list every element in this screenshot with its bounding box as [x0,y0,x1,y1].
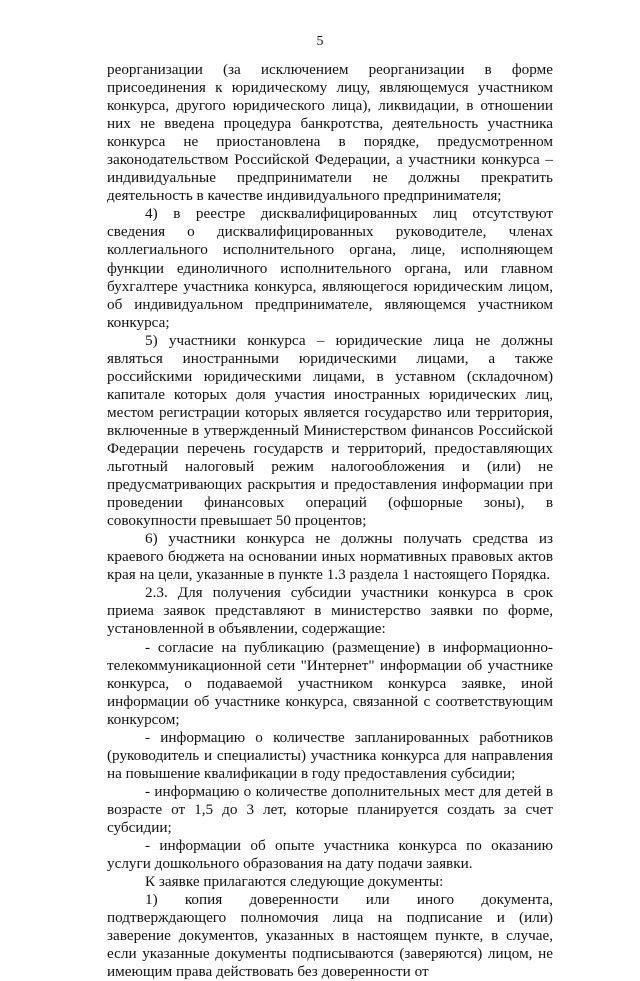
paragraph: 6) участники конкурса не должны получать средства из краевого бюджета на основании иных нормативных правовых актов края на цели, указанные в пункте 1.3 раздела 1 настоящего Порядка. [107,530,553,584]
page-number: 5 [316,34,324,49]
paragraph: - информации об опыте участника конкурса по оказанию услуги дошкольного образования на дату подачи заявки. [107,837,553,873]
paragraph: 1) копия доверенности или иного документа, подтверждающего полномочия лица на подписание и (или) заверение документов, указанных в настоящем пункте, в случае, если указанные документы подписываются (заверяются) лицом, не имеющим права действовать без доверенности от [107,891,553,981]
paragraph: - информацию о количестве дополнительных мест для детей в возрасте от 1,5 до 3 лет, которые планируется создать за счет субсидии; [107,782,553,836]
paragraph: - согласие на публикацию (размещение) в информационно-телекоммуникационной сети "Интернет" информации об участнике конкурса, о подаваемой участником конкурса заявке, иной информации об участнике конкурса, связанной с соответствующим конкурсом; [107,638,553,728]
paragraph: 5) участники конкурса – юридические лица не должны являться иностранными юридическими лицами, а также российскими юридическими лицами, в уставном (складочном) капитале которых доля участия иностранных юридических лиц, местом регистрации которых является государство или территория, включенные в утвержденный Министерством финансов Российской Федерации перечень государств и территорий, предоставляющих льготный налоговый режим налогообложения и (или) не предусматривающих раскрытия и предоставления информации при проведении финансовых операций (офшорные зоны), в совокупности превышает 50 процентов; [107,331,553,530]
paragraph: 2.3. Для получения субсидии участники конкурса в срок приема заявок представляют в министерство заявки по форме, установленной в объявлении, содержащие: [107,584,553,638]
paragraph: - информацию о количестве запланированных работников (руководитель и специалисты) участника конкурса для направления на повышение квалификации в году предоставления субсидии; [107,728,553,782]
paragraph: 4) в реестре дисквалифицированных лиц отсутствуют сведения о дисквалифицированных руководителе, членах коллегиального исполнительного органа, лице, исполняющем функции единоличного исполнительного органа, или главном бухгалтере участника конкурса, являющегося юридическим лицом, об индивидуальном предпринимателе, являющемся участником конкурса; [107,205,553,331]
paragraph: К заявке прилагаются следующие документы: [145,873,444,891]
paragraph: реорганизации (за исключением реорганизации в форме присоединения к юридическому лицу, являющемуся участником конкурса, другого юридического лица), ликвидации, в отношении них не введена процедура банкротства, деятельность участника конкурса не приостановлена в порядке, предусмотренном законодательством Российской Федерации, а участники конкурса – индивидуальные предприниматели не должны прекратить деятельность в качестве индивидуального предпринимателя; [107,61,553,205]
document-body [107,61,553,981]
